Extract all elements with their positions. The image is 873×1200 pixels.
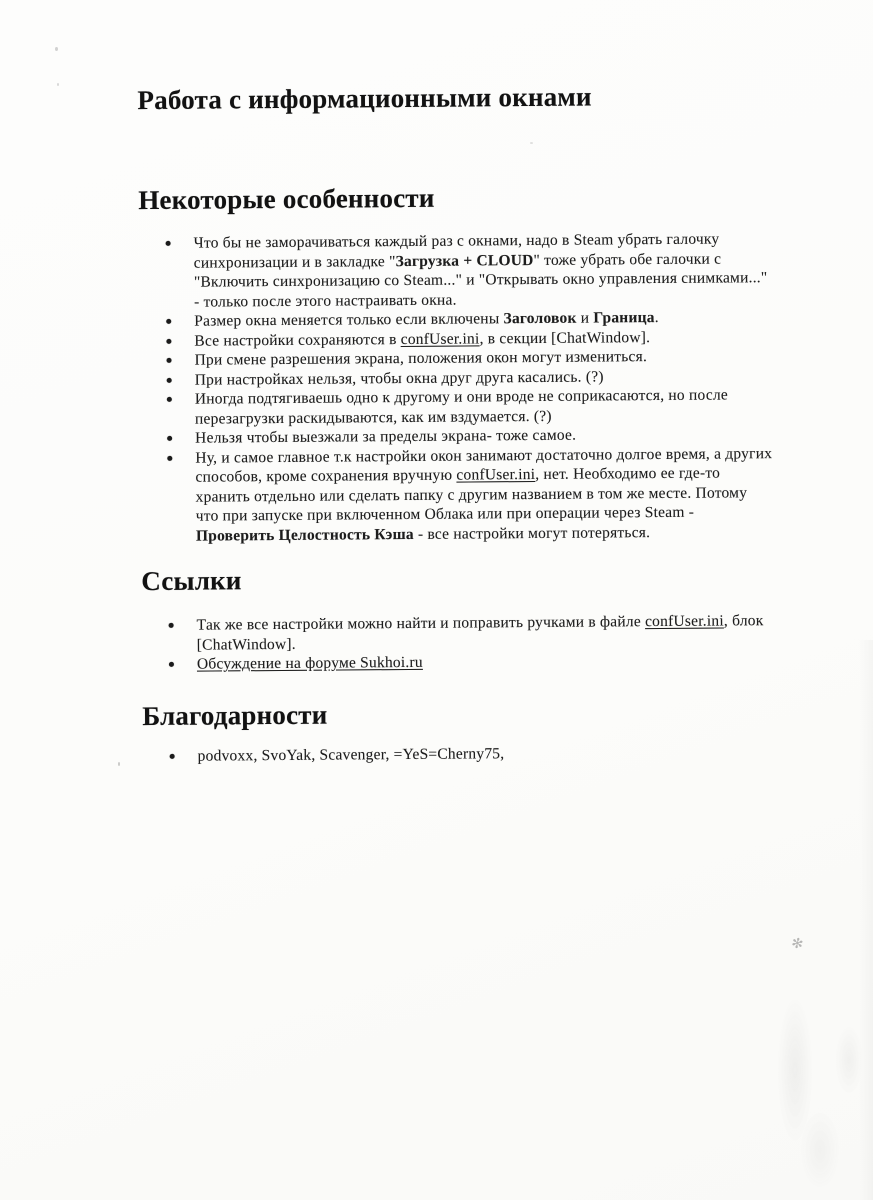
bullet-icon	[166, 338, 171, 343]
list-item	[139, 229, 778, 312]
bullet-text: Все настройки сохраняются в confUser.ini, в секции [ChatWindow].	[194, 328, 651, 350]
scan-smudge	[789, 936, 805, 954]
section-heading-thanks: Благодарности	[142, 699, 328, 731]
scan-smudge	[800, 1110, 840, 1190]
thanks-list	[143, 742, 781, 767]
bullet-icon	[167, 455, 172, 460]
list-item	[142, 650, 780, 675]
scan-smudge	[836, 1025, 862, 1095]
bullet-text: Что бы не заморачиваться каждый раз с окнами, надо в Steam убрать галочку синхронизации и в закладке "Загрузка + CLOUD" тоже убрать обе галочки с "Включить синхронизацию со Steam..." и "Открывать окно управления снимками..." - только после этого настраивать окна.	[193, 230, 768, 311]
bullet-icon	[166, 241, 171, 246]
section-features	[138, 179, 779, 546]
bullet-icon	[167, 358, 172, 363]
bullet-icon	[167, 436, 172, 441]
bullet-icon	[167, 397, 172, 402]
list-item	[140, 385, 778, 429]
features-list	[139, 229, 779, 546]
section-heading-features: Некоторые особенности	[138, 182, 435, 216]
bullet-icon	[170, 753, 175, 758]
section-heading-links: Ссылки	[141, 565, 242, 597]
bullet-text: Так же все настройки можно найти и поправить ручками в файле confUser.ini, блок [ChatWindow].	[196, 612, 764, 654]
bullet-icon	[166, 319, 171, 324]
bullet-icon	[169, 662, 174, 667]
section-links	[141, 560, 780, 675]
scan-smudge	[778, 995, 812, 1145]
bullet-text: Размер окна меняется только если включены Заголовок и Граница.	[194, 309, 659, 330]
bullet-icon	[169, 623, 174, 628]
bullet-icon	[167, 377, 172, 382]
list-item	[143, 742, 781, 767]
document-title: Работа с информационными окнами	[137, 81, 592, 116]
list-item	[140, 444, 779, 547]
bullet-text: Ну, и самое главное т.к настройки окон занимают достаточно долгое время, а других способов, кроме сохранения вручную confUser.ini, нет. Необходимо ее где-то хранить отдельно или сделать папку с другим названием в том же месте. Потому что при запуске при включенном Облака или при операции через Steam - Проверить Целостность Кэша - все настройки могут потеряться.	[195, 444, 773, 545]
bullet-text: Иногда подтягиваешь одно к другому и они вроде не соприкасаются, но после перезагрузки раскидываются, как им вздумается. (?)	[194, 386, 729, 428]
bullet-text: Нельзя чтобы выезжали за пределы экрана- тоже самое.	[195, 426, 577, 447]
section-thanks	[142, 695, 781, 767]
bullet-text: При смене разрешения экрана, положения окон могут измениться.	[194, 348, 648, 369]
links-list	[142, 611, 780, 675]
bullet-text: podvoxx, SvoYak, Scavenger, =YeS=Cherny75,	[197, 744, 505, 765]
forum-link-text: Обсуждение на форуме Sukhoi.ru	[196, 653, 423, 673]
bullet-text: При настройках нельзя, чтобы окна друг друга касались. (?)	[194, 367, 604, 389]
list-item	[142, 611, 780, 655]
